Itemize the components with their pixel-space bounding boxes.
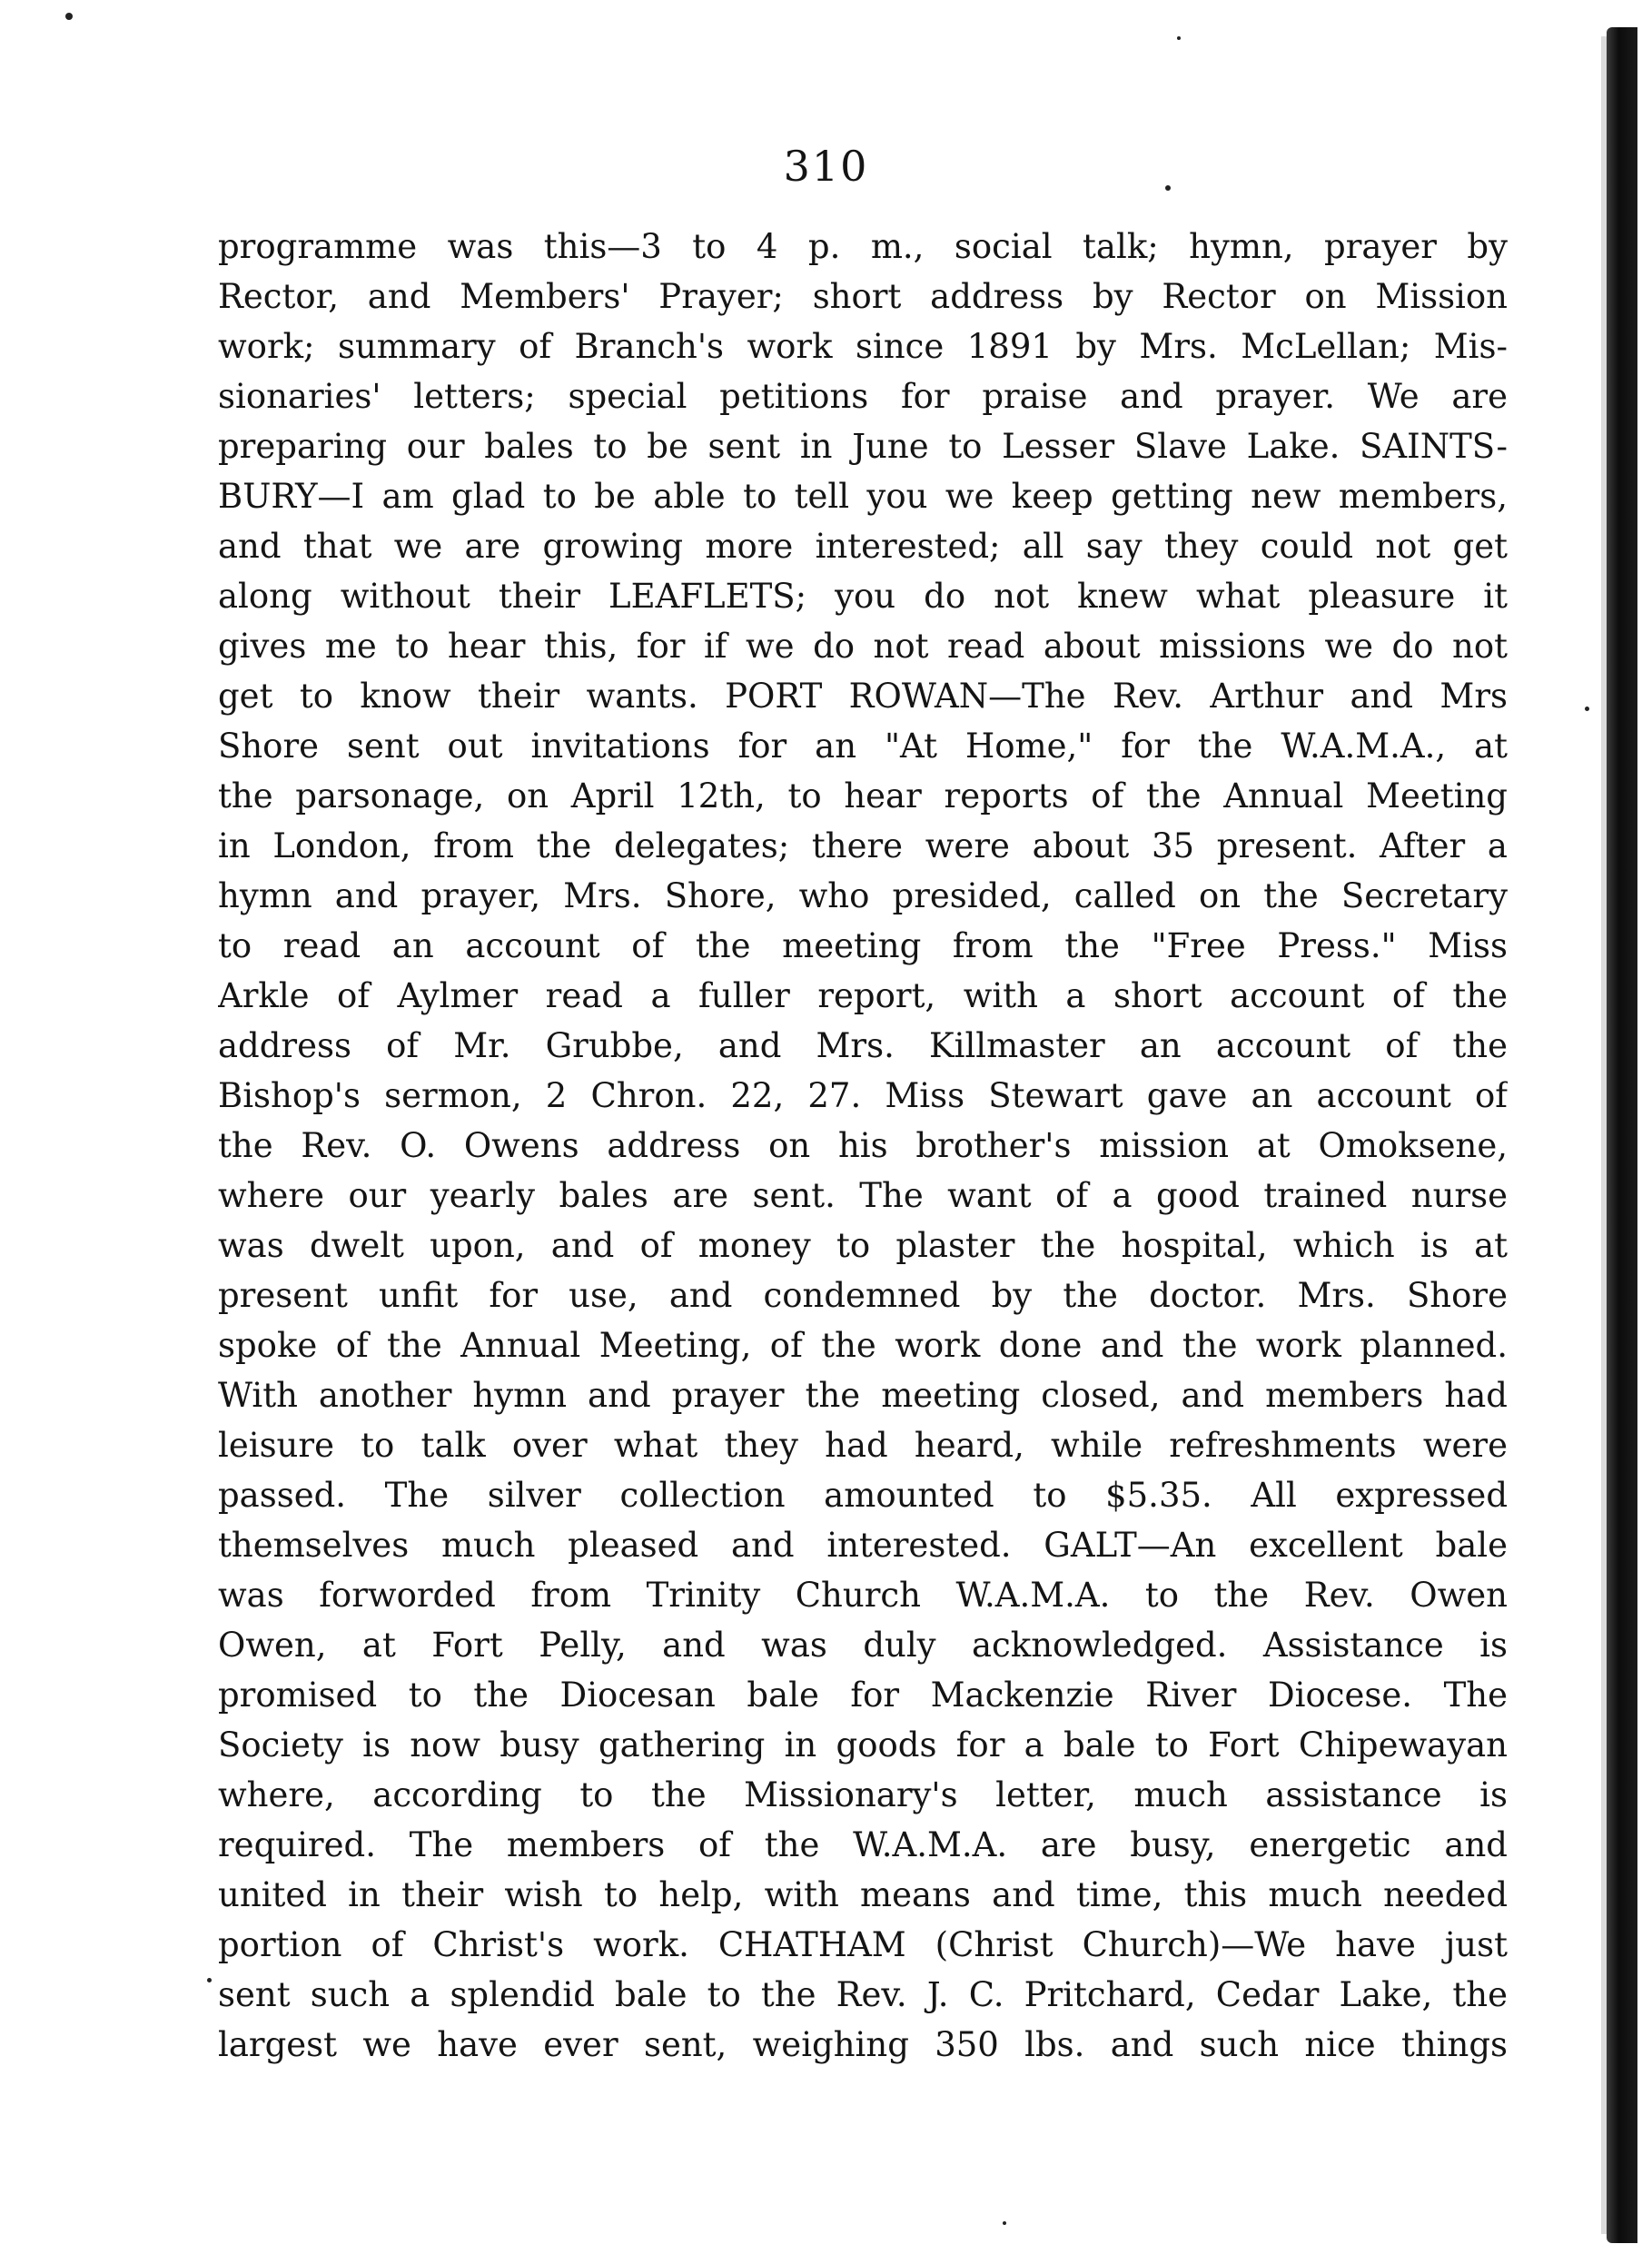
text-line: to read an account of the meeting from the "Free Press." Miss	[218, 926, 1508, 965]
text-line: address of Mr. Grubbe, and Mrs. Killmaster an account of the	[218, 1026, 1508, 1065]
text-line: was dwelt upon, and of money to plaster the hospital, which is at	[218, 1226, 1508, 1265]
text-line: was forworded from Trinity Church W.A.M.A. to the Rev. Owen	[218, 1576, 1508, 1615]
text-line: BURY—I am glad to be able to tell you we keep getting new members,	[218, 477, 1508, 516]
scan-speck	[1177, 36, 1181, 40]
text-line: leisure to talk over what they had heard, while refreshments were	[218, 1426, 1508, 1465]
body-text	[218, 222, 1508, 2070]
text-line: sionaries' letters; special petitions for praise and prayer. We are	[218, 377, 1508, 416]
text-line: passed. The silver collection amounted to $5.35. All expressed	[218, 1476, 1508, 1515]
text-line: Bishop's sermon, 2 Chron. 22, 27. Miss Stewart gave an account of	[218, 1076, 1508, 1115]
text-line: Arkle of Aylmer read a fuller report, with a short account of the	[218, 976, 1508, 1015]
text-line: preparing our bales to be sent in June to Lesser Slave Lake. SAINTS-	[218, 427, 1508, 466]
text-line: present unfit for use, and condemned by the doctor. Mrs. Shore	[218, 1276, 1508, 1315]
scan-speck	[1003, 2221, 1006, 2225]
text-line: the Rev. O. Owens address on his brother's mission at Omoksene,	[218, 1126, 1508, 1165]
text-line: Shore sent out invitations for an "At Home," for the W.A.M.A., at	[218, 727, 1508, 766]
text-line: the parsonage, on April 12th, to hear reports of the Annual Meeting	[218, 776, 1508, 816]
text-line: hymn and prayer, Mrs. Shore, who presided, called on the Secretary	[218, 876, 1508, 915]
text-line: portion of Christ's work. CHATHAM (Christ Church)—We have just	[218, 1925, 1508, 1964]
text-line: where, according to the Missionary's letter, much assistance is	[218, 1775, 1508, 1814]
page-number: 310	[783, 142, 869, 191]
text-line: gives me to hear this, for if we do not read about missions we do not	[218, 627, 1508, 666]
scan-speck	[207, 1978, 212, 1982]
text-line: required. The members of the W.A.M.A. are busy, energetic and	[218, 1825, 1508, 1864]
text-line: largest we have ever sent, weighing 350 lbs. and such nice things	[218, 2025, 1508, 2064]
text-line: spoke of the Annual Meeting, of the work done and the work planned.	[218, 1326, 1508, 1365]
text-line: get to know their wants. PORT ROWAN—The Rev. Arthur and Mrs	[218, 677, 1508, 716]
text-line: sent such a splendid bale to the Rev. J. C. Pritchard, Cedar Lake, the	[218, 1975, 1508, 2014]
scan-speck	[1585, 707, 1589, 711]
text-line: united in their wish to help, with means and time, this much needed	[218, 1875, 1508, 1914]
text-line: in London, from the delegates; there were about 35 present. After a	[218, 826, 1508, 865]
text-line: Society is now busy gathering in goods for a bale to Fort Chipewayan	[218, 1725, 1508, 1765]
text-line: Owen, at Fort Pelly, and was duly acknowledged. Assistance is	[218, 1626, 1508, 1665]
text-line: programme was this—3 to 4 p. m., social talk; hymn, prayer by	[218, 227, 1508, 266]
text-line: where our yearly bales are sent. The want of a good trained nurse	[218, 1176, 1508, 1215]
text-line: work; summary of Branch's work since 1891 by Mrs. McLellan; Mis-	[218, 327, 1508, 366]
page-binding-highlight	[1601, 36, 1607, 2234]
text-line: themselves much pleased and interested. GALT—An excellent bale	[218, 1526, 1508, 1565]
text-line: Rector, and Members' Prayer; short address by Rector on Mission	[218, 277, 1508, 316]
text-line: promised to the Diocesan bale for Mackenzie River Diocese. The	[218, 1676, 1508, 1715]
text-line: along without their LEAFLETS; you do not knew what pleasure it	[218, 577, 1508, 616]
page-binding-edge	[1607, 27, 1637, 2243]
text-line: and that we are growing more interested; all say they could not get	[218, 527, 1508, 566]
text-line: With another hymn and prayer the meeting closed, and members had	[218, 1376, 1508, 1415]
scan-speck	[65, 13, 73, 20]
